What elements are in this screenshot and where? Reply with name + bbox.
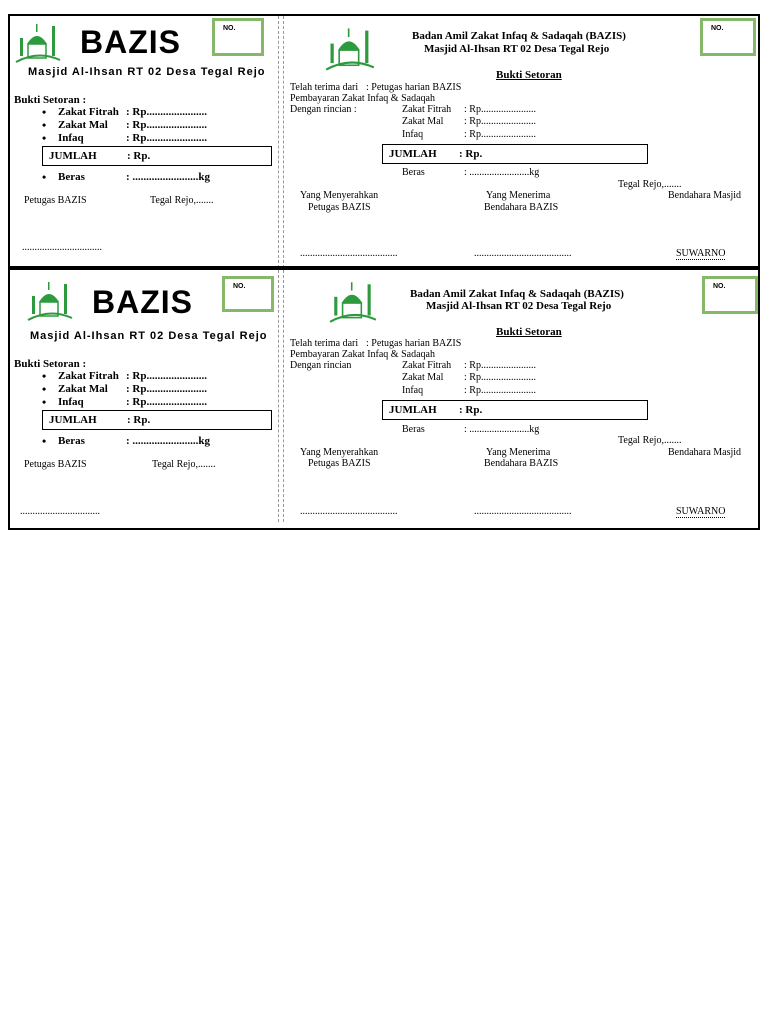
number-label: NO. — [711, 25, 724, 32]
brand-title: BAZIS — [92, 284, 193, 320]
stub-item-value: : Rp...................... — [126, 383, 207, 395]
stub-2 — [10, 270, 276, 522]
bendahara-bazis-label: Bendahara BAZIS — [484, 202, 559, 213]
beras-value: : ........................kg — [126, 435, 211, 447]
mosque-logo-icon — [324, 24, 376, 74]
number-label: NO. — [223, 25, 236, 32]
receipt-title: Badan Amil Zakat Infaq & Sadaqah (BAZIS) — [412, 30, 626, 42]
receipt-title: Badan Amil Zakat Infaq & Sadaqah (BAZIS) — [410, 288, 624, 300]
stub-heading: Bukti Setoran : — [14, 358, 87, 370]
stub-1 — [10, 16, 276, 268]
receipt-item-value: : Rp...................... — [464, 385, 536, 396]
stub-item-value: : Rp...................... — [126, 396, 207, 408]
voucher-row-1 — [10, 16, 758, 268]
mosque-logo-icon — [26, 278, 74, 324]
stub-heading: Bukti Setoran : — [14, 94, 87, 106]
petugas-label: Petugas BAZIS — [24, 459, 87, 470]
stub-item-label: • Zakat Mal — [58, 119, 108, 131]
beras-value: : ........................kg — [464, 424, 540, 435]
telah-value: : Petugas harian BAZIS — [366, 82, 462, 93]
org-name: Masjid Al-Ihsan RT 02 Desa Tegal Rejo — [28, 66, 266, 78]
jumlah-value: : Rp. — [459, 148, 483, 160]
signature-line: ....................................... — [300, 506, 398, 517]
signature-line: ....................................... — [474, 248, 572, 259]
receipt-2 — [284, 270, 758, 522]
signature-line: ....................................... — [474, 506, 572, 517]
receipt-item-value: : Rp...................... — [464, 372, 536, 383]
beras-label: Beras — [402, 167, 425, 178]
rincian-label: Dengan rincian : — [290, 104, 357, 115]
menyerahkan-label: Yang Menyerahkan — [300, 447, 379, 458]
jumlah-value: : Rp. — [127, 414, 151, 426]
rincian-label: Dengan rincian — [290, 360, 352, 371]
jumlah-label: JUMLAH — [49, 150, 97, 162]
beras-label: Beras — [402, 424, 425, 435]
receipt-item-value: : Rp...................... — [464, 116, 536, 127]
receipt-item-label: Infaq — [402, 385, 424, 396]
pembayaran-text: Pembayaran Zakat Infaq & Sadaqah — [290, 349, 435, 360]
stub-item-label: • Zakat Fitrah — [58, 106, 119, 118]
beras-label: • Beras — [58, 435, 85, 447]
number-box[interactable] — [222, 276, 274, 312]
number-label: NO. — [713, 283, 726, 290]
telah-value: : Petugas harian BAZIS — [366, 338, 462, 349]
org-name: Masjid Al-Ihsan RT 02 Desa Tegal Rejo — [30, 330, 268, 342]
beras-value: : ........................kg — [464, 167, 540, 178]
bukti-heading: Bukti Setoran — [496, 326, 562, 338]
receipt-item-label: Zakat Fitrah — [402, 104, 452, 115]
suwarno-signature: SUWARNO — [676, 248, 726, 259]
beras-value: : ........................kg — [126, 171, 211, 183]
number-box[interactable] — [700, 18, 756, 56]
menerima-label: Yang Menerima — [486, 190, 551, 201]
number-label: NO. — [233, 283, 246, 290]
mosque-logo-icon — [14, 20, 62, 66]
receipt-item-label: Zakat Mal — [402, 372, 444, 383]
jumlah-label: JUMLAH — [389, 404, 437, 416]
receipt-subtitle: Masjid Al-Ihsan RT 02 Desa Tegal Rejo — [426, 300, 612, 312]
petugas-label: Petugas BAZIS — [308, 458, 371, 469]
jumlah-box — [42, 410, 272, 430]
jumlah-value: : Rp. — [127, 150, 151, 162]
brand-title: BAZIS — [80, 24, 181, 60]
jumlah-box — [382, 400, 648, 420]
bendahara-masjid-label: Bendahara Masjid — [668, 447, 742, 458]
telah-label: Telah terima dari — [290, 82, 359, 93]
menerima-label: Yang Menerima — [486, 447, 551, 458]
stub-item-value: : Rp...................... — [126, 106, 207, 118]
pembayaran-text: Pembayaran Zakat Infaq & Sadaqah — [290, 93, 435, 104]
jumlah-label: JUMLAH — [389, 148, 437, 160]
receipt-item-value: : Rp...................... — [464, 129, 536, 140]
stub-item-label: • Zakat Fitrah — [58, 370, 119, 382]
number-box[interactable] — [702, 276, 758, 314]
tegal-date: Tegal Rejo,....... — [152, 459, 216, 470]
beras-label: • Beras — [58, 171, 85, 183]
menyerahkan-label: Yang Menyerahkan — [300, 190, 379, 201]
stub-item-value: : Rp...................... — [126, 370, 207, 382]
voucher-sheet — [8, 14, 760, 530]
receipt-item-label: Zakat Mal — [402, 116, 444, 127]
stub-item-value: : Rp...................... — [126, 132, 207, 144]
stub-item-label: • Zakat Mal — [58, 383, 108, 395]
jumlah-box — [382, 144, 648, 164]
receipt-1 — [284, 16, 758, 268]
receipt-item-value: : Rp...................... — [464, 104, 536, 115]
jumlah-label: JUMLAH — [49, 414, 97, 426]
tegal-date: Tegal Rejo,....... — [618, 179, 682, 190]
bendahara-bazis-label: Bendahara BAZIS — [484, 458, 559, 469]
receipt-item-label: Zakat Fitrah — [402, 360, 452, 371]
stub-item-value: : Rp...................... — [126, 119, 207, 131]
signature-line: ................................ — [22, 242, 102, 253]
suwarno-signature: SUWARNO — [676, 506, 726, 517]
jumlah-box — [42, 146, 272, 166]
stub-item-label: • Infaq — [58, 396, 84, 408]
receipt-item-value: : Rp...................... — [464, 360, 536, 371]
stub-item-label: • Infaq — [58, 132, 84, 144]
petugas-label: Petugas BAZIS — [24, 195, 87, 206]
tegal-date: Tegal Rejo,....... — [150, 195, 214, 206]
receipt-item-label: Infaq — [402, 129, 424, 140]
petugas-label: Petugas BAZIS — [308, 202, 371, 213]
signature-line: ................................ — [20, 506, 100, 517]
voucher-row-2 — [10, 270, 758, 522]
signature-line: ....................................... — [300, 248, 398, 259]
bukti-heading: Bukti Setoran — [496, 69, 562, 81]
telah-label: Telah terima dari — [290, 338, 359, 349]
tegal-date: Tegal Rejo,....... — [618, 435, 682, 446]
jumlah-value: : Rp. — [459, 404, 483, 416]
receipt-subtitle: Masjid Al-Ihsan RT 02 Desa Tegal Rejo — [424, 43, 610, 55]
number-box[interactable] — [212, 18, 264, 56]
mosque-logo-icon — [328, 278, 378, 326]
bendahara-masjid-label: Bendahara Masjid — [668, 190, 742, 201]
